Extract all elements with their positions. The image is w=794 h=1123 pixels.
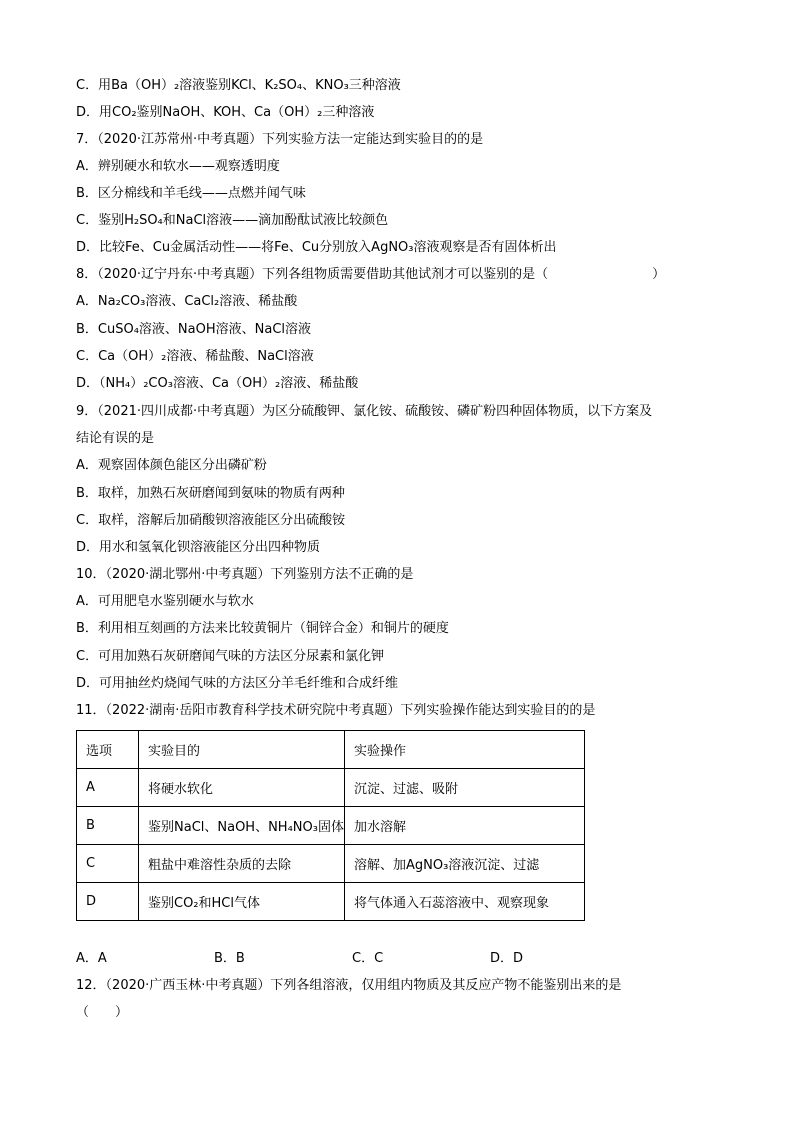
table-header-row [77, 731, 585, 769]
q7-option-c: C．鉴别H₂SO₄和NaCl溶液——滴加酚酞试液比较颜色 [76, 213, 389, 228]
q10-option-b: B．利用相互刻画的方法来比较黄铜片（铜锌合金）和铜片的硬度 [76, 621, 449, 636]
q11-options-table [76, 730, 585, 921]
table-cell: 将硬水软化 [139, 769, 345, 807]
table-cell: 粗盐中难溶性杂质的去除 [139, 845, 345, 883]
q10-option-d: D．可用抽丝灼烧闻气味的方法区分羊毛纤维和合成纤维 [76, 676, 399, 691]
table-cell: B [77, 807, 139, 845]
q6-option-d: D．用CO₂鉴别NaOH、KOH、Ca（OH）₂三种溶液 [76, 105, 375, 120]
q10-stem: 10．（2020·湖北鄂州·中考真题）下列鉴别方法不正确的是 [76, 567, 414, 582]
q12-stem: 12．（2020·广西玉林·中考真题）下列各组溶液，仅用组内物质及其反应产物不能鉴别出来的是 [76, 978, 622, 993]
table-row [77, 807, 585, 845]
q8-stem: 8．（2020·辽宁丹东·中考真题）下列各组物质需要借助其他试剂才可以鉴别的是（ ） [76, 267, 666, 282]
q9-option-b: B．取样，加熟石灰研磨闻到氨味的物质有两种 [76, 486, 345, 501]
table-header-cell: 实验操作 [344, 731, 584, 769]
q11-answer-choices [76, 949, 676, 969]
table-cell: 将气体通入石蕊溶液中、观察现象 [344, 883, 584, 921]
q10-option-a: A．可用肥皂水鉴别硬水与软水 [76, 594, 254, 609]
table-cell: A [77, 769, 139, 807]
table-cell: 鉴别NaCl、NaOH、NH₄NO₃固体 [139, 807, 345, 845]
q9-stem-line1: 9．（2021·四川成都·中考真题）为区分硫酸钾、氯化铵、硫酸铵、磷矿粉四种固体物质，以下方案及 [76, 404, 653, 419]
q8-option-a: A．Na₂CO₃溶液、CaCl₂溶液、稀盐酸 [76, 294, 298, 309]
q8-option-d: D．（NH₄）₂CO₃溶液、Ca（OH）₂溶液、稀盐酸 [76, 376, 359, 391]
q9-option-d: D．用水和氢氧化钡溶液能区分出四种物质 [76, 540, 321, 555]
q11-choice-b: B．B [214, 951, 245, 966]
table-row [77, 883, 585, 921]
q11-choice-d: D．D [490, 951, 524, 966]
q8-option-b: B．CuSO₄溶液、NaOH溶液、NaCl溶液 [76, 322, 312, 337]
q7-option-b: B．区分棉线和羊毛线——点燃并闻气味 [76, 186, 306, 201]
table-cell: 加水溶解 [344, 807, 584, 845]
q11-choice-c: C．C [352, 951, 384, 966]
q9-stem-line2: 结论有误的是 [76, 431, 155, 446]
q7-stem: 7．（2020·江苏常州·中考真题）下列实验方法一定能达到实验目的的是 [76, 132, 484, 147]
q7-option-a: A．辨别硬水和软水——观察透明度 [76, 159, 280, 174]
table-cell: D [77, 883, 139, 921]
q8-option-c: C．Ca（OH）₂溶液、稀盐酸、NaCl溶液 [76, 349, 314, 364]
table-cell: 沉淀、过滤、吸附 [344, 769, 584, 807]
q11-choice-a: A．A [76, 951, 107, 966]
q12-answer-paren: （ ） [76, 1005, 129, 1020]
table-header-cell: 实验目的 [139, 731, 345, 769]
table-cell: 鉴别CO₂和HCl气体 [139, 883, 345, 921]
q11-stem: 11．（2022·湖南·岳阳市教育科学技术研究院中考真题）下列实验操作能达到实验目的的是 [76, 703, 596, 718]
table-cell: C [77, 845, 139, 883]
table-header-cell: 选项 [77, 731, 139, 769]
table-cell: 溶解、加AgNO₃溶液沉淀、过滤 [344, 845, 584, 883]
q7-option-d: D．比较Fe、Cu金属活动性——将Fe、Cu分别放入AgNO₃溶液观察是否有固体析出 [76, 240, 557, 255]
q9-option-c: C．取样，溶解后加硝酸钡溶液能区分出硫酸铵 [76, 513, 346, 528]
q9-option-a: A．观察固体颜色能区分出磷矿粉 [76, 458, 267, 473]
q10-option-c: C．可用加熟石灰研磨闻气味的方法区分尿素和氯化钾 [76, 649, 385, 664]
table-row [77, 845, 585, 883]
q6-option-c: C．用Ba（OH）₂溶液鉴别KCl、K₂SO₄、KNO₃三种溶液 [76, 78, 401, 93]
table-row [77, 769, 585, 807]
